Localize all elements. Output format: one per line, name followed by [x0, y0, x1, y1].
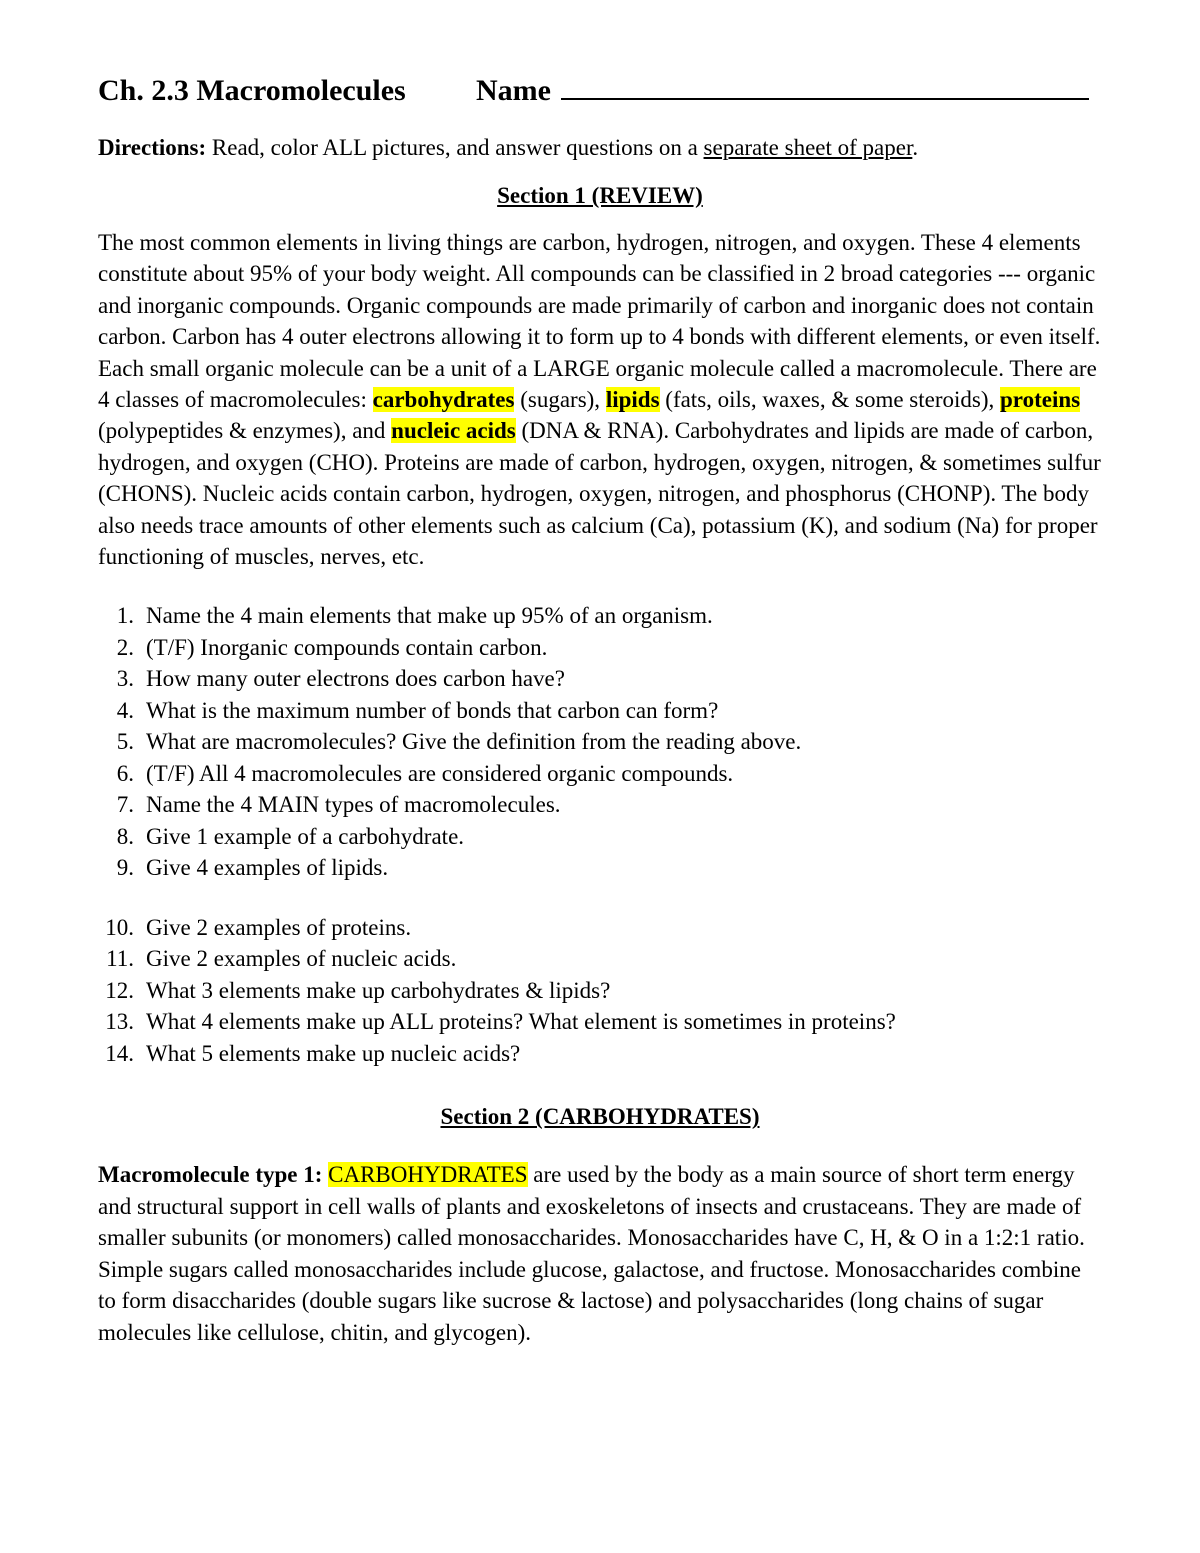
highlight-lipids: lipids	[605, 387, 660, 413]
para-text: (DNA & RNA). Carbohydrates and lipids are made of carbon, hydrogen, and oxygen (CHO). Proteins are made of carbon, hydrogen, oxygen, nitrogen, & sometimes sulfur (CHONS). Nucleic acids contain carbon, hydrogen, oxygen, nitrogen, and phosphorus (CHONP). The body also needs trace amounts of other elements such as calcium (Ca), potassium (K), and sodium (Na) for proper functioning of muscles, nerves, etc.	[98, 418, 1101, 570]
question-number: 9.	[116, 855, 134, 881]
directions-end: .	[912, 135, 919, 160]
question-number: 8.	[116, 823, 134, 849]
page-title: Ch. 2.3 Macromolecules	[98, 74, 406, 107]
question-text: What is the maximum number of bonds that carbon can form?	[146, 697, 719, 723]
question-number: 11.	[106, 946, 134, 972]
question-text: Give 1 example of a carbohydrate.	[146, 823, 465, 849]
section-1-paragraph	[98, 227, 1102, 572]
highlight-carbohydrates: carbohydrates	[372, 387, 515, 413]
section-2-paragraph	[98, 1159, 1102, 1347]
questions-list-1	[98, 600, 1102, 884]
section-2-heading: Section 2 (CARBOHYDRATES)	[440, 1104, 760, 1130]
question-number: 4.	[116, 697, 134, 723]
directions	[98, 132, 1102, 164]
macromolecule-type-lead: Macromolecule type 1:	[98, 1162, 329, 1188]
question-text: How many outer electrons does carbon have?	[146, 666, 565, 692]
questions-list-2	[98, 912, 1102, 1070]
question-number: 6.	[116, 760, 134, 786]
highlight-proteins: proteins	[1000, 387, 1081, 413]
question-text: Give 2 examples of proteins.	[146, 914, 412, 940]
question-number: 12.	[105, 977, 134, 1003]
list-item	[98, 943, 1102, 975]
question-text: (T/F) Inorganic compounds contain carbon.	[146, 634, 548, 660]
question-number: 1.	[116, 603, 134, 629]
list-item	[98, 758, 1102, 790]
para-text: (sugars),	[514, 387, 606, 413]
question-text: Name the 4 main elements that make up 95% of an organism.	[146, 603, 713, 629]
question-number: 5.	[116, 729, 134, 755]
directions-underlined: separate sheet of paper	[703, 135, 913, 160]
question-number: 2.	[116, 634, 134, 660]
para-text: (polypeptides & enzymes), and	[98, 418, 392, 444]
name-blank-line	[561, 72, 1089, 100]
question-text: Name the 4 MAIN types of macromolecules.	[146, 792, 561, 818]
question-number: 7.	[116, 792, 134, 818]
list-item	[98, 726, 1102, 758]
directions-text: Read, color ALL pictures, and answer questions on a	[206, 135, 704, 160]
list-item	[98, 975, 1102, 1007]
directions-lead: Directions:	[98, 135, 207, 160]
list-item	[98, 821, 1102, 853]
highlight-nucleic-acids: nucleic acids	[391, 418, 516, 444]
para-text: (fats, oils, waxes, & some steroids),	[659, 387, 1001, 413]
list-item	[98, 789, 1102, 821]
question-number: 14.	[105, 1040, 134, 1066]
question-text: Give 2 examples of nucleic acids.	[146, 946, 457, 972]
question-text: What are macromolecules? Give the definition from the reading above.	[146, 729, 802, 755]
question-number: 13.	[105, 1009, 134, 1035]
question-text: Give 4 examples of lipids.	[146, 855, 389, 881]
question-number: 10.	[105, 914, 134, 940]
section-1-heading: Section 1 (REVIEW)	[497, 183, 703, 208]
list-item	[98, 912, 1102, 944]
question-text: What 5 elements make up nucleic acids?	[146, 1040, 521, 1066]
list-item	[98, 600, 1102, 632]
title-line	[98, 72, 1102, 116]
list-item	[98, 1038, 1102, 1070]
question-number: 3.	[116, 666, 134, 692]
para-text: are used by the body as a main source of short term energy and structural support in cell walls of plants and exoskeletons of insects and crustaceans. They are made of smaller subunits (or monomers) called monosaccharides. Monosaccharides have C, H, & O in a 1:2:1 ratio. Simple sugars called monosaccharides include glucose, galactose, and fructose. Monosaccharides combine to form disaccharides (double sugars like sucrose & lactose) and polysaccharides (long chains of sugar molecules like cellulose, chitin, and glycogen).	[98, 1162, 1085, 1345]
list-item	[98, 852, 1102, 884]
list-item	[98, 1006, 1102, 1038]
question-text: What 4 elements make up ALL proteins? What element is sometimes in proteins?	[146, 1009, 896, 1035]
name-label: Name	[476, 74, 551, 107]
list-item	[98, 632, 1102, 664]
list-item	[98, 663, 1102, 695]
question-text: (T/F) All 4 macromolecules are considered organic compounds.	[146, 760, 734, 786]
para-text: The most common elements in living things are carbon, hydrogen, nitrogen, and oxygen. These 4 elements constitute about 95% of your body weight. All compounds can be classified in 2 broad categories --- organic and inorganic compounds. Organic compounds are made primarily of carbon and inorganic does not contain carbon. Carbon has 4 outer electrons allowing it to form up to 4 bonds with different elements, or even itself. Each small organic molecule can be a unit of a LARGE organic molecule called a macromolecule. There are 4 classes of macromolecules:	[98, 230, 1101, 413]
list-item	[98, 695, 1102, 727]
highlight-carbohydrates-term: CARBOHYDRATES	[328, 1162, 528, 1188]
question-text: What 3 elements make up carbohydrates & lipids?	[146, 977, 611, 1003]
